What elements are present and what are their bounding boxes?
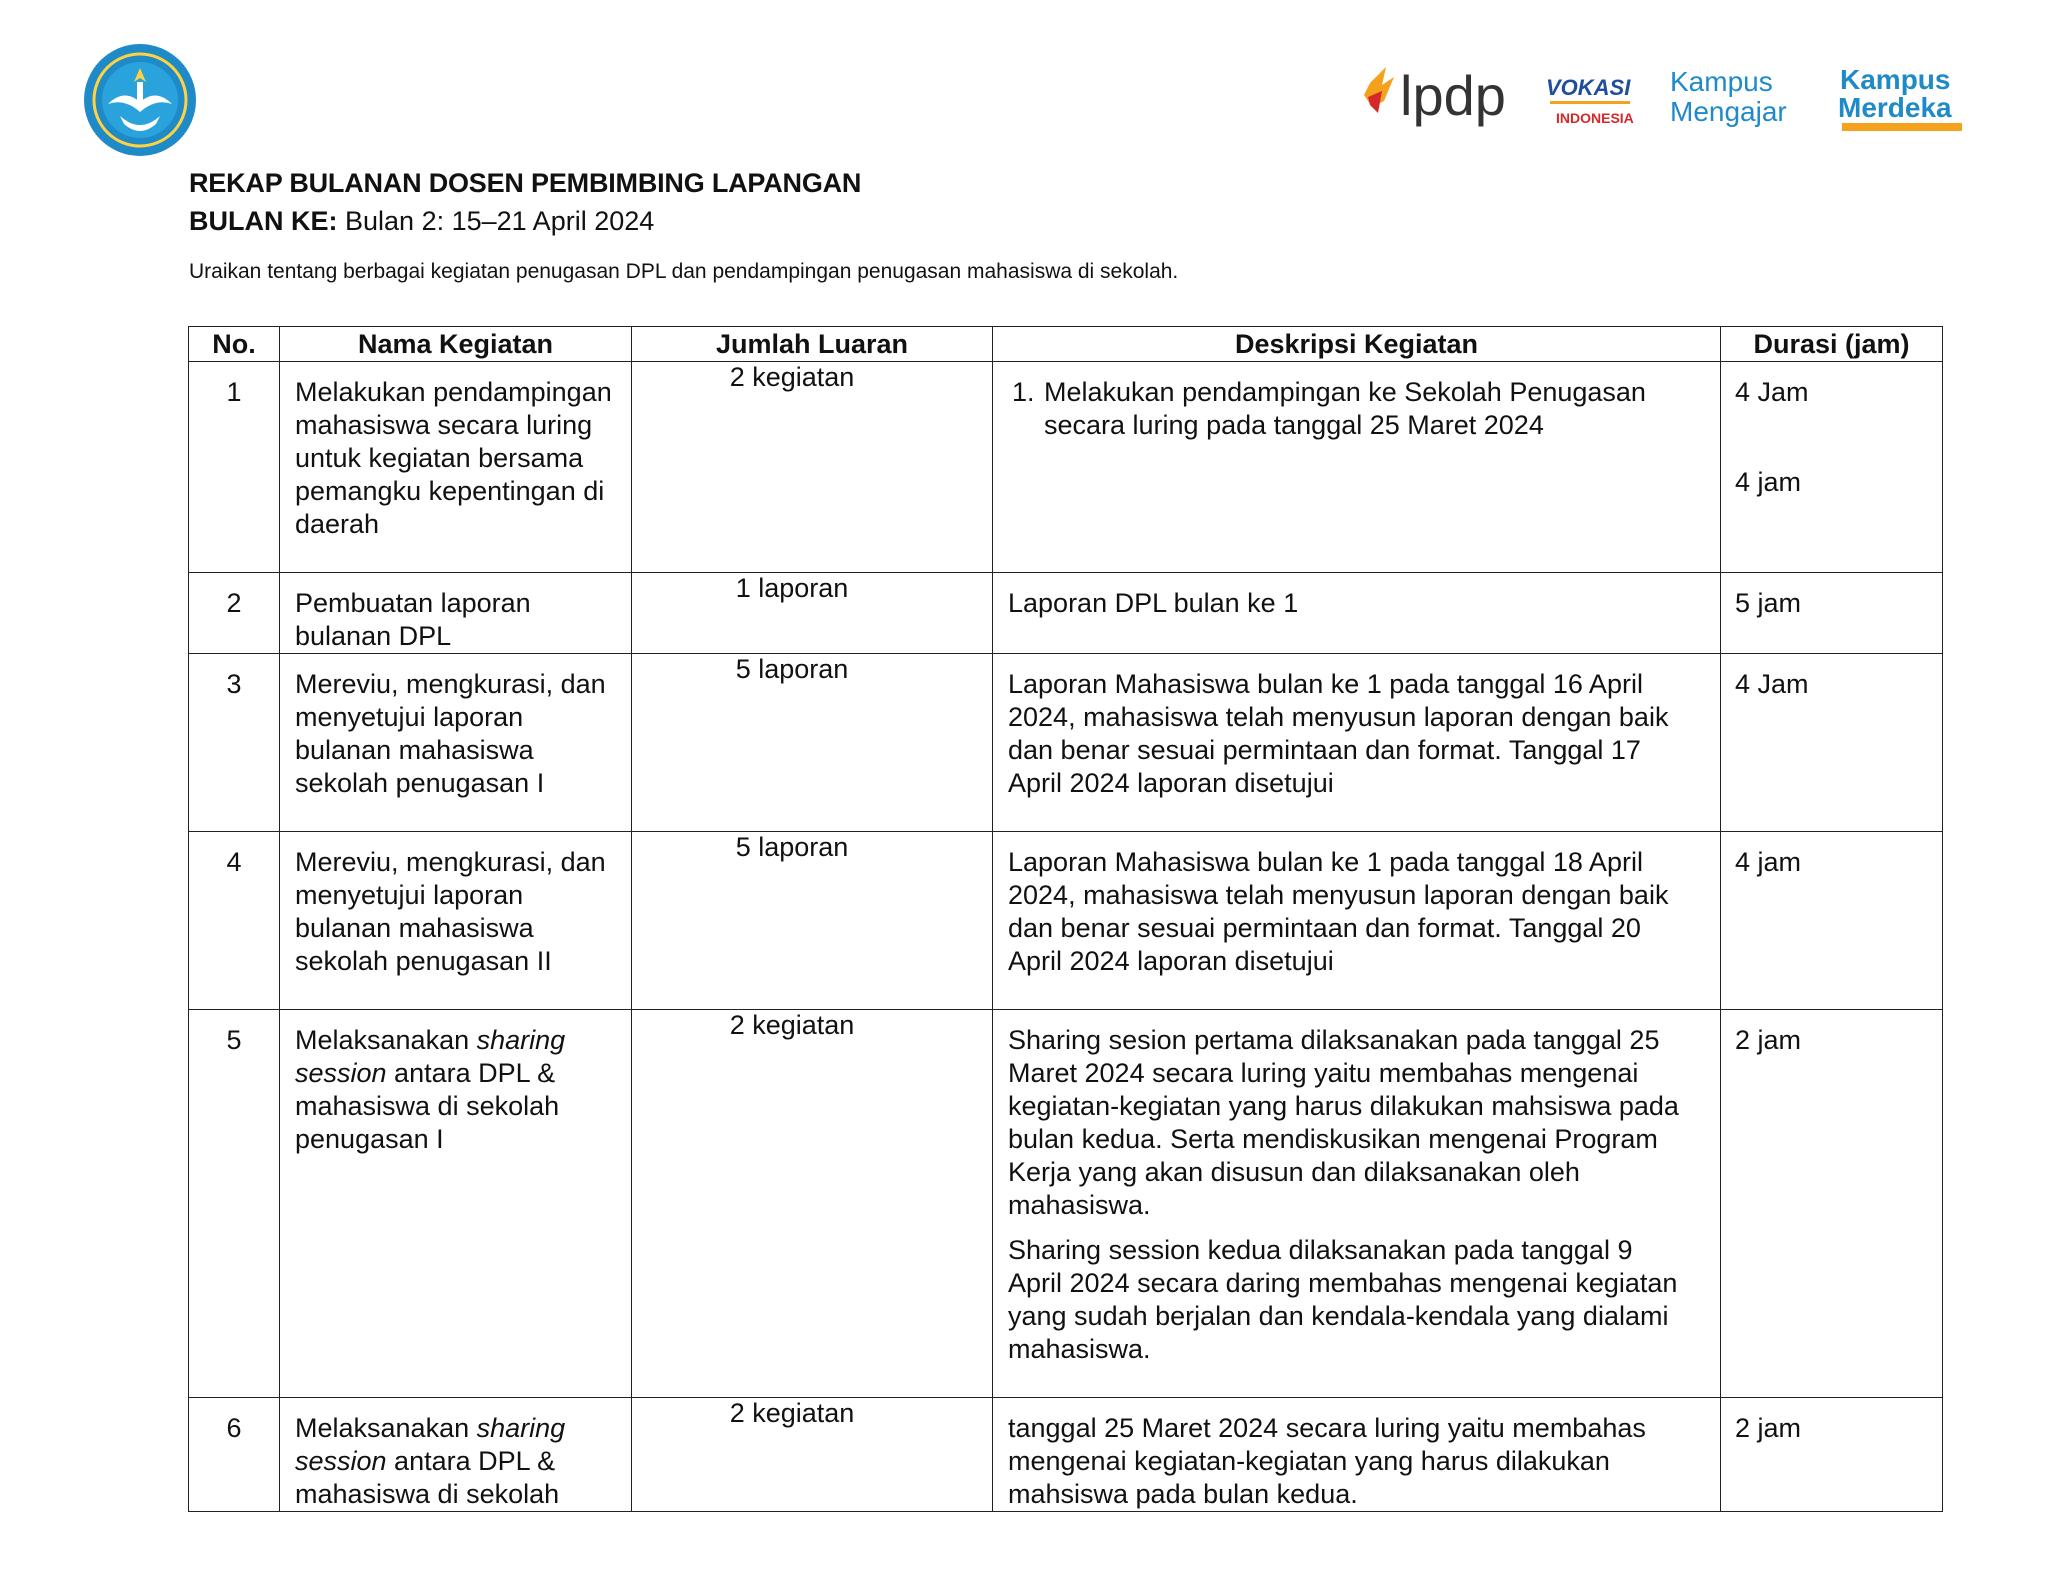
table-row [189,654,1943,832]
cell-nama: Mereviu, mengkurasi, dan menyetujui laporan bulanan mahasiswa sekolah penugasan I [280,654,632,832]
deskripsi-text: Sharing session kedua dilaksanakan pada tanggal 9 April 2024 secara daring membahas mengenai kegiatan yang sudah berjalan dan kendala-kendala yang dialami mahasiswa. [1008,1235,1678,1364]
table-row [189,1398,1943,1512]
cell-no: 3 [189,654,280,832]
durasi-value: 2 jam [1735,1025,1802,1055]
nama-text: antara DPL & mahasiswa di sekolah [295,1446,560,1509]
jumlah-value: 2 kegiatan [729,362,855,392]
durasi-value: 4 jam [1735,847,1802,877]
cell-durasi [1721,573,1943,654]
vokasi-logo [1546,75,1634,126]
nama-italic: session [295,1446,387,1476]
header-no: No. [189,327,280,362]
kampus-merdeka-text-1: Kampus [1840,64,1951,95]
header-nama-kegiatan: Nama Kegiatan [280,327,632,362]
cell-deskripsi [993,654,1721,832]
tut-wuri-handayani-logo [80,38,200,158]
deskripsi-text: Laporan Mahasiswa bulan ke 1 pada tanggal 16 April 2024, mahasiswa telah menyusun laporan dengan baik dan benar sesuai permintaan dan format. Tanggal 17 April 2024 laporan disetujui [1008,669,1669,798]
durasi-value: 4 Jam [1735,669,1809,699]
nama-text: Melaksanakan [295,1413,477,1443]
cell-no: 1 [189,362,280,573]
durasi-value: 2 jam [1735,1413,1802,1443]
cell-jumlah [632,573,993,654]
nama-italic: sharing [476,1413,566,1443]
nama-italic: session [295,1058,387,1088]
nama-text: antara DPL & mahasiswa di sekolah penugasan I [295,1058,560,1154]
kampus-merdeka-logo [1838,64,1962,131]
jumlah-value: 1 laporan [735,573,849,603]
cell-jumlah [632,654,993,832]
cell-no: 6 [189,1398,280,1512]
cell-nama [280,1010,632,1398]
cell-deskripsi [993,1398,1721,1512]
cell-deskripsi [993,832,1721,1010]
cell-no: 5 [189,1010,280,1398]
cell-no: 4 [189,832,280,1010]
bulan-line [189,206,654,237]
kampus-mengajar-text-2: Mengajar [1670,96,1787,127]
nama-italic: sharing [476,1025,566,1055]
cell-no: 2 [189,573,280,654]
jumlah-value: 5 laporan [735,654,849,684]
cell-jumlah [632,1398,993,1512]
cell-durasi [1721,832,1943,1010]
lpdp-logo [1364,64,1506,127]
vokasi-text: VOKASI [1546,75,1631,100]
cell-jumlah [632,1010,993,1398]
cell-jumlah [632,832,993,1010]
rekap-table [188,326,1943,1512]
header-jumlah-luaran: Jumlah Luaran [632,327,993,362]
kampus-mengajar-logo [1670,66,1787,127]
deskripsi-text: tanggal 25 Maret 2024 secara luring yaitu membahas mengenai kegiatan-kegiatan yang harus dilakukan mahsiswa pada bulan kedua. [1008,1413,1646,1509]
deskripsi-text: Laporan DPL bulan ke 1 [1008,588,1299,618]
nama-text: Melaksanakan [295,1025,477,1055]
durasi-value: 4 Jam [1735,377,1809,407]
cell-durasi [1721,1010,1943,1398]
table-row [189,832,1943,1010]
cell-durasi [1721,362,1943,573]
cell-deskripsi [993,362,1721,573]
cell-jumlah [632,362,993,573]
deskripsi-text: Laporan Mahasiswa bulan ke 1 pada tanggal 18 April 2024, mahasiswa telah menyusun laporan dengan baik dan benar sesuai permintaan dan format. Tanggal 20 April 2024 laporan disetujui [1008,847,1669,976]
jumlah-value: 2 kegiatan [729,1398,855,1428]
vokasi-sub-text: INDONESIA [1556,110,1634,126]
cell-nama: Mereviu, mengkurasi, dan menyetujui laporan bulanan mahasiswa sekolah penugasan II [280,832,632,1010]
cell-deskripsi [993,573,1721,654]
intro-text: Uraikan tentang berbagai kegiatan penugasan DPL dan pendampingan penugasan mahasiswa di sekolah. [189,260,1179,283]
jumlah-value: 5 laporan [735,832,849,862]
table-header-row [189,327,1943,362]
table-row [189,362,1943,573]
durasi-value: 4 jam [1735,467,1802,497]
partner-logos [1360,55,1980,140]
table-row [189,1010,1943,1398]
lpdp-text: lpdp [1400,64,1506,127]
table-row [189,573,1943,654]
header-deskripsi-kegiatan: Deskripsi Kegiatan [993,327,1721,362]
kampus-merdeka-text-2: Merdeka [1838,92,1952,123]
cell-deskripsi [993,1010,1721,1398]
partner-logos-icon [1360,55,1980,140]
cell-durasi [1721,654,1943,832]
bulan-value: Bulan 2: 15–21 April 2024 [345,206,655,236]
cell-nama: Melakukan pendampingan mahasiswa secara luring untuk kegiatan bersama pemangku kepentingan di daerah [280,362,632,573]
kampus-mengajar-text-1: Kampus [1670,66,1773,97]
list-item: 1. Melakukan pendampingan ke Sekolah Penugasan secara luring pada tanggal 25 Maret 2024 [1042,376,1680,442]
bulan-label: BULAN KE: [189,206,338,236]
page-title: REKAP BULANAN DOSEN PEMBIMBING LAPANGAN [189,168,862,198]
header-durasi: Durasi (jam) [1721,327,1943,362]
deskripsi-list [1008,376,1680,442]
cell-nama: Pembuatan laporan bulanan DPL [280,573,632,654]
deskripsi-text: Sharing sesion pertama dilaksanakan pada tanggal 25 Maret 2024 secara luring yaitu membahas mengenai kegiatan-kegiatan yang harus dilakukan mahsiswa pada bulan kedua. Serta mendiskusikan mengenai Program Kerja yang akan disusun dan dilaksanakan oleh mahasiswa. [1008,1025,1679,1220]
tut-wuri-handayani-icon [80,38,200,158]
cell-durasi [1721,1398,1943,1512]
cell-nama [280,1398,632,1512]
jumlah-value: 2 kegiatan [729,1010,855,1040]
durasi-value: 5 jam [1735,588,1802,618]
